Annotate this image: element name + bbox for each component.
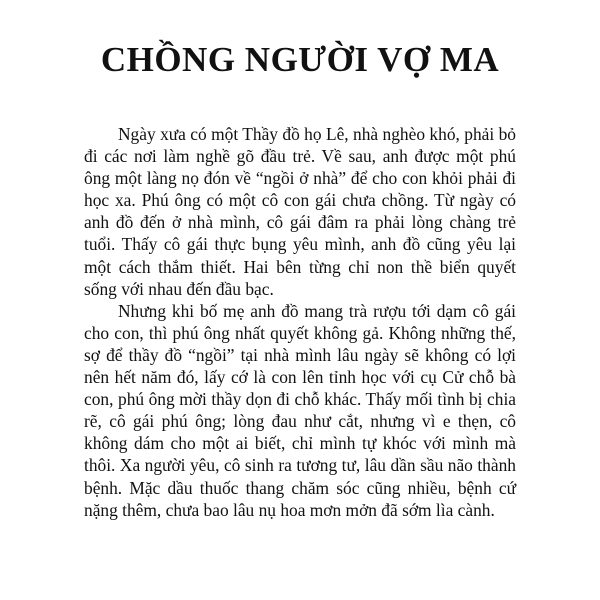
story-body bbox=[84, 123, 516, 521]
story-title: CHỒNG NGƯỜI VỢ MA bbox=[100, 40, 500, 79]
paragraph-1: Ngày xưa có một Thầy đồ họ Lê, nhà nghèo khó, phải bỏ đi các nơi làm nghề gõ đầu trẻ. Về sau, anh được một phú ông một làng nọ đón về “ngồi ở nhà” để cho con khỏi phải đi học xa. Phú ông có một cô con gái chưa chồng. Từ ngày có anh đồ đến ở nhà mình, cô gái đâm ra phải lòng chàng trẻ tuổi. Thấy cô gái thực bụng yêu mình, anh đồ cũng yêu lại một cách thắm thiết. Hai bên từng chỉ non thề biển quyết sống với nhau đến đầu bạc. bbox=[84, 124, 516, 299]
paragraph-2: Nhưng khi bố mẹ anh đồ mang trà rượu tới dạm cô gái cho con, thì phú ông nhất quyết không gả. Không những thế, sợ để thầy đồ “ngồi” tại nhà mình lâu ngày sẽ không có lợi nên hết năm đó, lấy cớ là con lên tỉnh học với cụ Cử chỗ bà con, phú ông mời thầy dọn đi chỗ khác. Thấy mối tình bị chia rẽ, cô gái phú ông; lòng đau như cắt, nhưng vì e thẹn, cô không dám cho một ai biết, chỉ mình tự khóc với mình mà thôi. Xa người yêu, cô sinh ra tương tư, lâu dần sầu não thành bệnh. Mặc dầu thuốc thang chăm sóc cũng nhiều, bệnh cứ nặng thêm, chưa bao lâu nụ hoa mơn mởn đã sớm lìa cành. bbox=[84, 300, 516, 520]
